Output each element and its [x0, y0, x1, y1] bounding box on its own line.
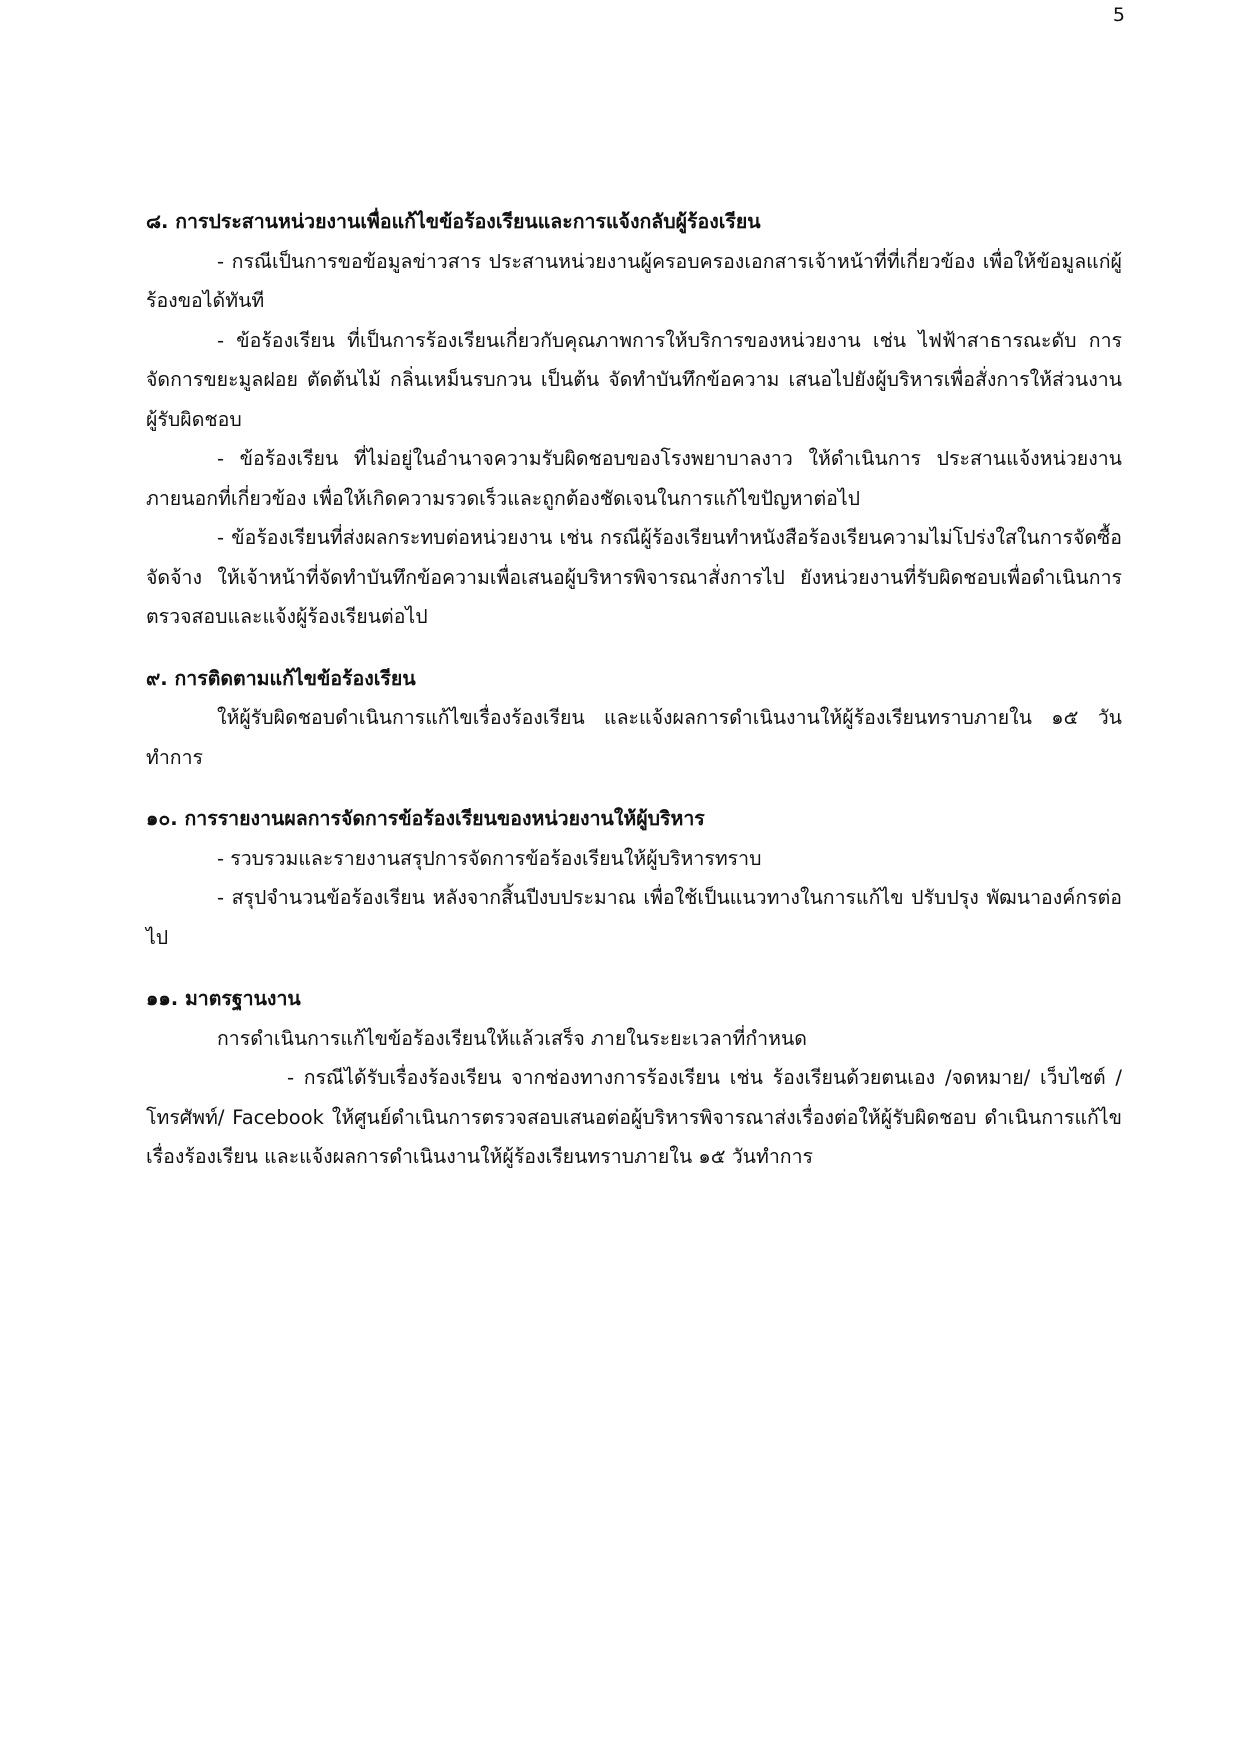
document-body — [146, 202, 1122, 1177]
paragraph: - ข้อร้องเรียนที่ส่งผลกระทบต่อหน่วยงาน เช่น กรณีผู้ร้องเรียนทำหนังสือร้องเรียนความไม่โปร่งใสในการจัดซื้อจัดจ้าง ให้เจ้าหน้าที่จัดทำบันทึกข้อความเพื่อเสนอผู้บริหารพิจารณาสั่งการไป ยังหน่วยงานที่รับผิดชอบเพื่อดำเนินการตรวจสอบและแจ้งผู้ร้องเรียนต่อไป — [146, 526, 1122, 628]
page-number: 5 — [1112, 4, 1125, 26]
section-9 — [146, 659, 1122, 778]
paragraph: การดำเนินการแก้ไขข้อร้องเรียนให้แล้วเสร็จ ภายในระยะเวลาที่กำหนด — [217, 1026, 807, 1050]
paragraph: - กรณีได้รับเรื่องร้องเรียน จากช่องทางการร้องเรียน เช่น ร้องเรียนด้วยตนเอง /จดหมาย/ เว็บไซต์ / โทรศัพท์/ Facebook ให้ศูนย์ดำเนินการตรวจสอบเสนอต่อผู้บริหารพิจารณาส่งเรื่องต่อให้ผู้รับผิดชอบ ดำเนินการแก้ไขเรื่องร้องเรียน และแจ้งผลการดำเนินงานให้ผู้ร้องเรียนทราบภายใน ๑๕ วันทำการ — [146, 1066, 1122, 1168]
paragraph: - ข้อร้องเรียน ที่เป็นการร้องเรียนเกี่ยวกับคุณภาพการให้บริการของหน่วยงาน เช่น ไฟฟ้าสาธารณะดับ การจัดการขยะมูลฝอย ตัดต้นไม้ กลิ่นเหม็นรบกวน เป็นต้น จัดทำบันทึกข้อความ เสนอไปยังผู้บริหารเพื่อสั่งการให้ส่วนงานผู้รับผิดชอบ — [146, 328, 1122, 431]
paragraph: ให้ผู้รับผิดชอบดำเนินการแก้ไขเรื่องร้องเรียน และแจ้งผลการดำเนินงานให้ผู้ร้องเรียนทราบภายใน ๑๕ วันทำการ — [146, 706, 1122, 769]
paragraph: - กรณีเป็นการขอข้อมูลข่าวสาร ประสานหน่วยงานผู้ครอบครองเอกสารเจ้าหน้าที่ที่เกี่ยวข้อง เพื่อให้ข้อมูลแก่ผู้ร้องขอได้ทันที — [146, 249, 1122, 312]
section-11 — [146, 979, 1122, 1177]
section-8 — [146, 202, 1122, 637]
section-heading: ๑๐. การรายงานผลการจัดการข้อร้องเรียนของหน่วยงานให้ผู้บริหาร — [146, 807, 705, 830]
section-heading: ๘. การประสานหน่วยงานเพื่อแก้ไขข้อร้องเรียนและการแจ้งกลับผู้ร้องเรียน — [146, 210, 761, 233]
section-10 — [146, 799, 1122, 957]
section-heading: ๙. การติดตามแก้ไขข้อร้องเรียน — [146, 666, 416, 690]
section-heading: ๑๑. มาตรฐานงาน — [146, 987, 301, 1010]
paragraph: - สรุปจำนวนข้อร้องเรียน หลังจากสิ้นปีงบประมาณ เพื่อใช้เป็นแนวทางในการแก้ไข ปรับปรุง พัฒนาองค์กรต่อไป — [146, 886, 1122, 949]
paragraph: - รวบรวมและรายงานสรุปการจัดการข้อร้องเรียนให้ผู้บริหารทราบ — [217, 846, 762, 870]
paragraph: - ข้อร้องเรียน ที่ไม่อยู่ในอำนาจความรับผิดชอบของโรงพยาบาลงาว ให้ดำเนินการ ประสานแจ้งหน่วยงานภายนอกที่เกี่ยวข้อง เพื่อให้เกิดความรวดเร็วและถูกต้องชัดเจนในการแก้ไขปัญหาต่อไป — [146, 447, 1122, 510]
